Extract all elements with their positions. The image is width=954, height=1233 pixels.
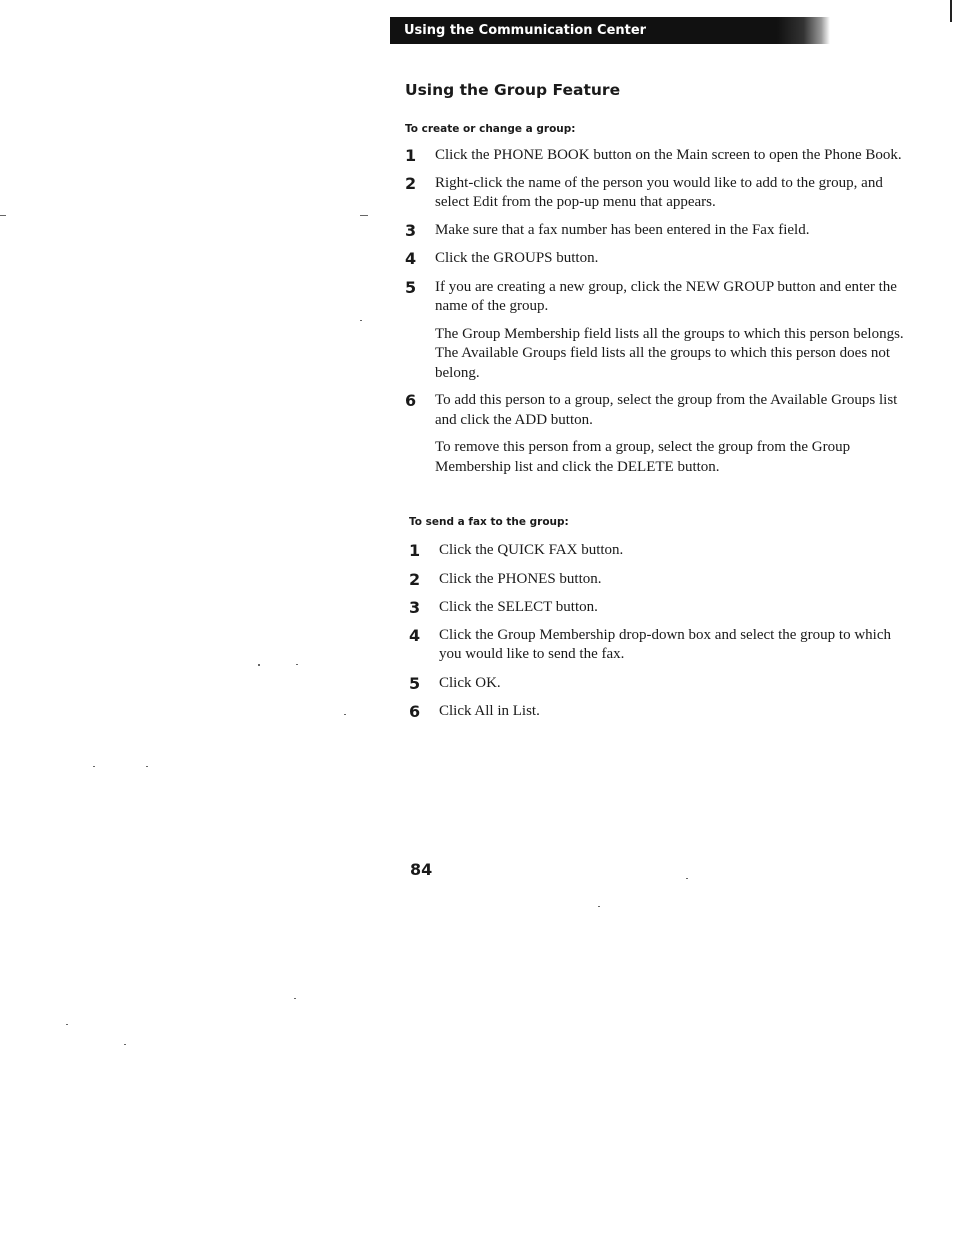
scan-speck bbox=[93, 766, 95, 767]
step-text: If you are creating a new group, click the NEW GROUP button and enter the name of the group. bbox=[435, 278, 897, 314]
scan-speck bbox=[0, 215, 6, 216]
scan-speck bbox=[66, 1024, 68, 1025]
create-step-2 bbox=[405, 174, 915, 213]
step-text: To add this person to a group, select the group from the Available Groups list and click the ADD button. bbox=[435, 392, 898, 428]
scan-speck bbox=[124, 1044, 126, 1045]
create-step-4 bbox=[405, 249, 915, 269]
scan-edge-mark bbox=[950, 0, 952, 22]
step-text: Click the SELECT button. bbox=[439, 599, 598, 615]
fax-step-5 bbox=[409, 674, 915, 694]
fax-step-6 bbox=[409, 702, 915, 722]
fax-step-4 bbox=[409, 626, 915, 665]
scan-speck bbox=[360, 320, 362, 321]
step-text: Click the GROUPS button. bbox=[435, 250, 599, 266]
create-group-subheading: To create or change a group: bbox=[405, 123, 576, 135]
step-number: 3 bbox=[409, 598, 421, 617]
step-text: Click the Group Membership drop-down box and select the group to which you would like to send the fax. bbox=[439, 626, 891, 662]
scan-speck bbox=[296, 664, 298, 665]
step-note: To remove this person from a group, select the group from the Group Membership list and click the DELETE button. bbox=[435, 439, 851, 475]
scan-speck bbox=[360, 215, 368, 216]
step-text: Click the QUICK FAX button. bbox=[439, 542, 624, 558]
step-text: Right-click the name of the person you would like to add to the group, and select Edit from the pop-up menu that appears. bbox=[435, 174, 883, 210]
step-text: Make sure that a fax number has been entered in the Fax field. bbox=[435, 221, 810, 238]
step-text: Click the PHONE BOOK button on the Main screen to open the Phone Book. bbox=[435, 147, 902, 163]
create-step-6 bbox=[405, 391, 915, 477]
step-number: 3 bbox=[405, 220, 417, 240]
step-note: The Group Membership field lists all the groups to which this person belongs. The Available Groups field lists all the groups to which this person does not belong. bbox=[435, 325, 904, 381]
step-number: 4 bbox=[409, 625, 421, 645]
scan-speck bbox=[344, 714, 346, 715]
create-step-5 bbox=[405, 278, 915, 384]
step-number: 4 bbox=[405, 249, 417, 268]
fax-step-1 bbox=[409, 541, 915, 561]
step-number: 2 bbox=[405, 173, 417, 193]
send-fax-steps bbox=[409, 541, 915, 722]
step-number: 6 bbox=[405, 391, 417, 410]
scan-speck bbox=[294, 998, 296, 999]
step-text: Click the PHONES button. bbox=[439, 570, 602, 587]
step-number: 1 bbox=[405, 146, 417, 165]
scan-speck bbox=[146, 766, 148, 767]
create-step-1 bbox=[405, 146, 915, 166]
step-text: Click OK. bbox=[439, 674, 501, 691]
scan-speck bbox=[598, 906, 600, 907]
section-title: Using the Group Feature bbox=[405, 81, 621, 99]
scan-speck bbox=[686, 878, 688, 879]
fax-step-3 bbox=[409, 598, 915, 618]
fax-step-2 bbox=[409, 570, 915, 590]
step-number: 1 bbox=[409, 541, 421, 560]
scan-speck bbox=[258, 664, 260, 666]
running-header: Using the Communication Center bbox=[390, 17, 830, 44]
step-number: 5 bbox=[409, 673, 421, 693]
send-fax-subheading: To send a fax to the group: bbox=[409, 516, 569, 528]
step-number: 5 bbox=[405, 277, 417, 297]
step-number: 6 bbox=[409, 702, 421, 721]
create-group-steps bbox=[405, 146, 915, 477]
create-step-3 bbox=[405, 221, 915, 241]
step-text: Click All in List. bbox=[439, 703, 540, 719]
page-number: 84 bbox=[410, 860, 433, 879]
step-number: 2 bbox=[409, 569, 421, 589]
